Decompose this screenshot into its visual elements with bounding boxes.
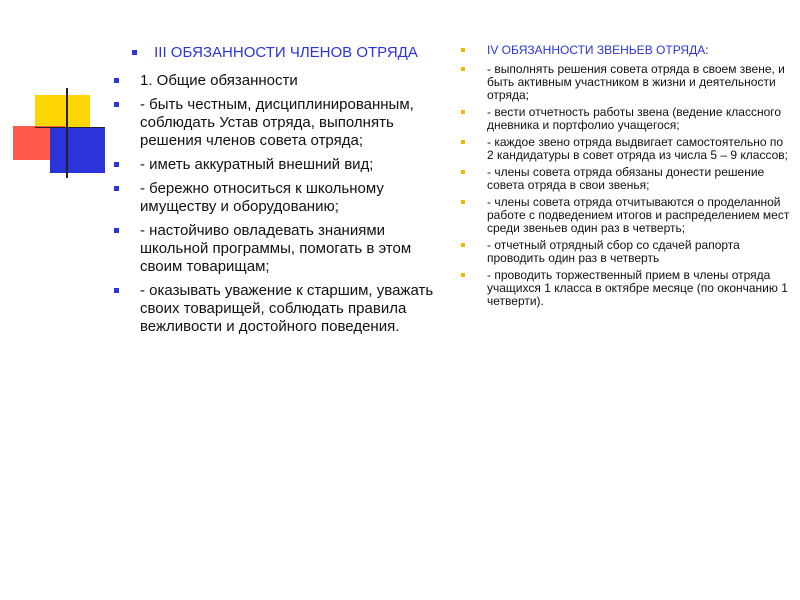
bullet-icon — [461, 170, 465, 174]
bullet-icon — [461, 110, 465, 114]
bullet-icon — [461, 48, 465, 52]
list-item: - быть честным, дисциплинированным, соблюдать Устав отряда, выполнять решения членов совета отряда; — [114, 96, 444, 150]
bullet-icon — [114, 162, 119, 167]
list-item: - иметь аккуратный внешний вид; — [114, 156, 444, 174]
list-item: - каждое звено отряда выдвигает самостоятельно по 2 кандидатуры в совет отряда из числа 5 – 9 классов; — [461, 136, 791, 162]
bullet-icon — [114, 228, 119, 233]
bullet-icon — [114, 102, 119, 107]
left-heading: III ОБЯЗАННОСТИ ЧЛЕНОВ ОТРЯДА — [114, 44, 444, 62]
list-item: - оказывать уважение к старшим, уважать своих товарищей, соблюдать правила вежливости и достойного поведения. — [114, 282, 444, 336]
left-column — [114, 44, 444, 342]
decor-horizontal-line — [35, 127, 105, 128]
list-item: - отчетный отрядный сбор со сдачей рапорта проводить один раз в четверть — [461, 239, 791, 265]
right-column — [461, 44, 791, 312]
list-item: - члены совета отряда отчитываются о проделанной работе с подведением итогов и распределением мест среди звеньев один раз в четверть; — [461, 196, 791, 235]
list-item: - настойчиво овладевать знаниями школьной программы, помогать в этом своим товарищам; — [114, 222, 444, 276]
decor-blue-square — [50, 128, 105, 173]
list-item: - бережно относиться к школьному имуществу и оборудованию; — [114, 180, 444, 216]
bullet-icon — [132, 50, 137, 55]
right-heading: IV ОБЯЗАННОСТИ ЗВЕНЬЕВ ОТРЯДА: — [461, 44, 791, 57]
decor-vertical-line — [66, 88, 68, 178]
bullet-icon — [114, 78, 119, 83]
bullet-icon — [461, 140, 465, 144]
list-item: - члены совета отряда обязаны донести решение совета отряда в свои звенья; — [461, 166, 791, 192]
list-item: - выполнять решения совета отряда в своем звене, и быть активным участником в жизни и деятельности отряда; — [461, 63, 791, 102]
bullet-icon — [461, 273, 465, 277]
list-item: - вести отчетность работы звена (ведение классного дневника и портфолио учащегося; — [461, 106, 791, 132]
list-item: 1. Общие обязанности — [114, 72, 444, 90]
bullet-icon — [461, 67, 465, 71]
bullet-icon — [461, 243, 465, 247]
bullet-icon — [114, 186, 119, 191]
bullet-icon — [461, 200, 465, 204]
list-item: - проводить торжественный прием в члены отряда учащихся 1 класса в октябре месяце (по окончанию 1 четверти). — [461, 269, 791, 308]
bullet-icon — [114, 288, 119, 293]
